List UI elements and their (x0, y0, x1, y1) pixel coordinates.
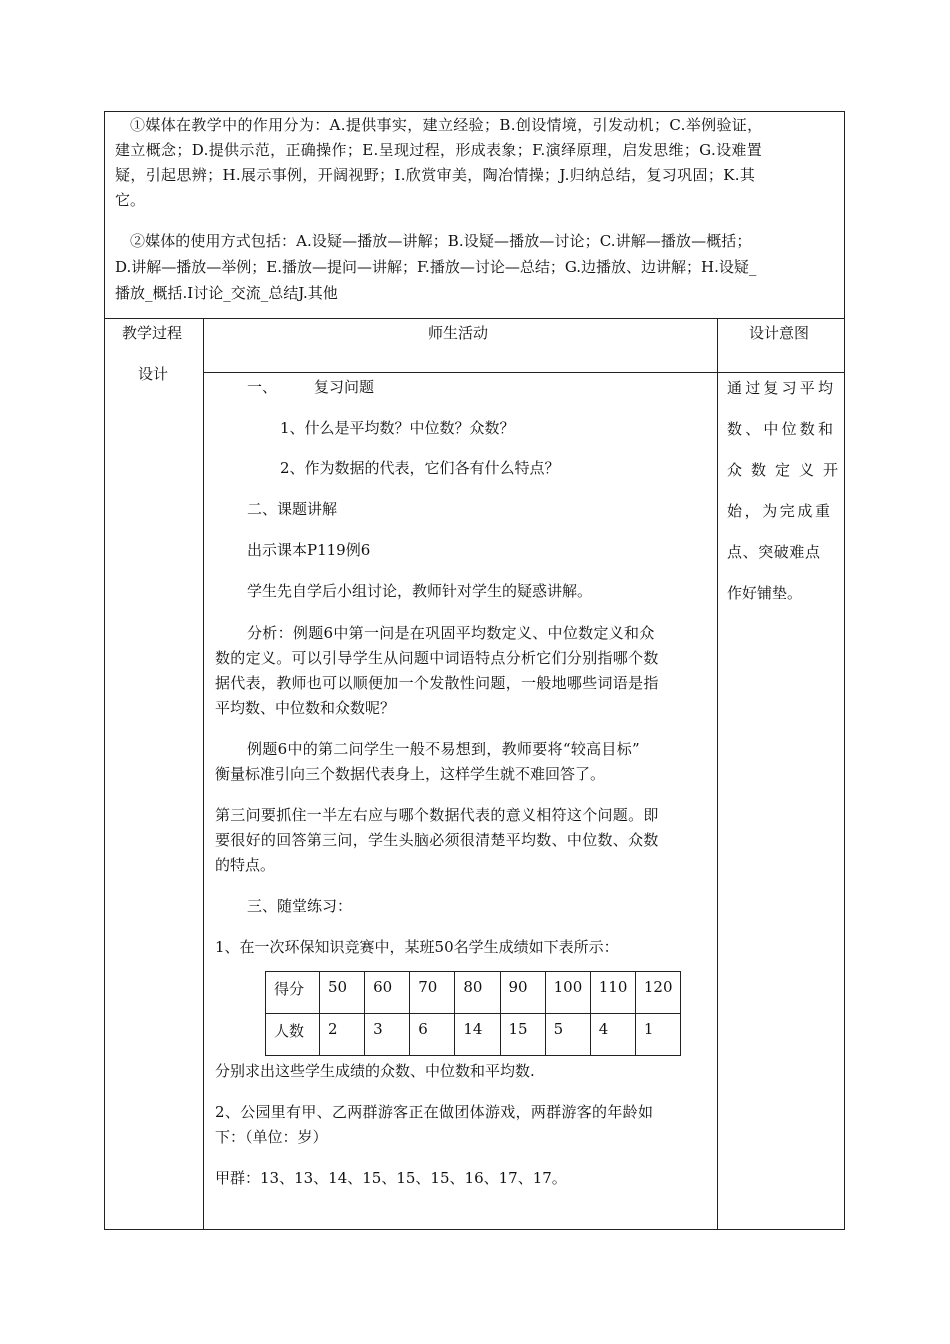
media-note-p1-line3: 疑，引起思辨；H.展示事例，开阔视野；I.欣赏审美，陶冶情操；J.归纳总结，复习巩固；K.其 (115, 166, 756, 184)
media-note-p1-line2: 建立概念；D.提供示范，正确操作；E.呈现过程，形成表象；F.演绎原理，启发思维；G.设难置 (115, 141, 763, 159)
media-note-p1-line4: 它。 (115, 191, 146, 209)
intent-line4: 始，为完成重 (727, 502, 833, 520)
intent-line6: 作好铺垫。 (727, 584, 803, 602)
count-cell: 6 (410, 1014, 455, 1056)
intent-line2: 数、中位数和 (727, 420, 837, 438)
score-row (266, 972, 681, 1014)
score-cell: 100 (545, 972, 590, 1014)
score-cell: 110 (590, 972, 635, 1014)
count-cell: 2 (320, 1014, 365, 1056)
header-intent: 设计意图 (749, 324, 810, 342)
section1-number: 一、 (247, 378, 278, 396)
count-cell: 15 (500, 1014, 545, 1056)
media-note-p2-line2: D.讲解—播放—举例；E.播放—提问—讲解；F.播放—讨论—总结；G.边播放、边讲解；H.设疑_ (115, 258, 757, 276)
score-cell: 90 (500, 972, 545, 1014)
divider-col2 (717, 318, 718, 1230)
count-cell: 1 (635, 1014, 680, 1056)
media-note-p2-line1: ②媒体的使用方式包括：A.设疑—播放—讲解；B.设疑—播放—讨论；C.讲解—播放—概括； (130, 232, 752, 250)
score-cell: 50 (320, 972, 365, 1014)
exercise1-question: 分别求出这些学生成绩的众数、中位数和平均数. (215, 1062, 535, 1080)
header-process-line2: 设计 (138, 365, 169, 383)
section2-title: 二、课题讲解 (247, 500, 338, 518)
score-cell: 70 (410, 972, 455, 1014)
self-study-text: 学生先自学后小组讨论，教师针对学生的疑惑讲解。 (247, 582, 593, 600)
count-header-cell: 人数 (266, 1014, 320, 1056)
textbook-example: 出示课本P119例6 (247, 541, 371, 559)
section3-title: 三、随堂练习： (247, 897, 353, 915)
exercise2-line1: 2、公园里有甲、乙两群游客正在做团体游戏，两群游客的年龄如 (215, 1103, 654, 1121)
score-table (265, 971, 681, 1056)
intent-line3: 众数定义开 (727, 461, 848, 479)
review-question-2: 2、作为数据的代表，它们各有什么特点？ (280, 459, 560, 477)
second-question-line2: 衡量标准引向三个数据代表身上，这样学生就不难回答了。 (215, 765, 606, 783)
analysis-line1: 分析：例题6中第一问是在巩固平均数定义、中位数定义和众 (247, 624, 655, 642)
media-note-p1-line1: ①媒体在教学中的作用分为：A.提供事实，建立经验；B.创设情境，引发动机；C.举例验证， (130, 116, 763, 134)
review-question-1: 1、什么是平均数？中位数？众数？ (280, 419, 515, 437)
media-note-p2-line3: 播放_概括.I讨论_交流_总结J.其他 (115, 284, 338, 302)
exercise2-line2: 下：（单位：岁） (215, 1128, 328, 1146)
group-a-ages: 甲群：13、13、14、15、15、15、16、17、17。 (215, 1169, 567, 1187)
divider-media-note (104, 318, 845, 319)
header-process-line1: 教学过程 (122, 324, 183, 342)
analysis-line3: 据代表，教师也可以顺便加一个发散性问题，一般地哪些词语是指 (215, 674, 659, 692)
section1-title: 复习问题 (314, 378, 375, 396)
analysis-line4: 平均数、中位数和众数呢？ (215, 699, 396, 717)
intent-line5: 点、突破难点 (727, 543, 821, 561)
score-cell: 60 (365, 972, 410, 1014)
count-cell: 14 (455, 1014, 500, 1056)
third-question-line2: 要很好的回答第三问，学生头脑必须很清楚平均数、中位数、众数 (215, 831, 659, 849)
score-cell: 80 (455, 972, 500, 1014)
exercise1-text: 1、在一次环保知识竞赛中，某班50名学生成绩如下表所示： (215, 938, 619, 956)
analysis-line2: 数的定义。可以引导学生从问题中词语特点分析它们分别指哪个数 (215, 649, 659, 667)
header-activity: 师生活动 (428, 324, 489, 342)
divider-col1 (203, 318, 204, 1230)
count-cell: 4 (590, 1014, 635, 1056)
score-header-cell: 得分 (266, 972, 320, 1014)
count-row (266, 1014, 681, 1056)
divider-header (203, 372, 845, 373)
count-cell: 3 (365, 1014, 410, 1056)
third-question-line3: 的特点。 (215, 856, 276, 874)
intent-line1: 通过复习平均 (727, 379, 837, 397)
second-question-line1: 例题6中的第二问学生一般不易想到，教师要将“较高目标” (247, 740, 640, 758)
third-question-line1: 第三问要抓住一半左右应与哪个数据代表的意义相符这个问题。即 (215, 806, 659, 824)
score-cell: 120 (635, 972, 680, 1014)
count-cell: 5 (545, 1014, 590, 1056)
